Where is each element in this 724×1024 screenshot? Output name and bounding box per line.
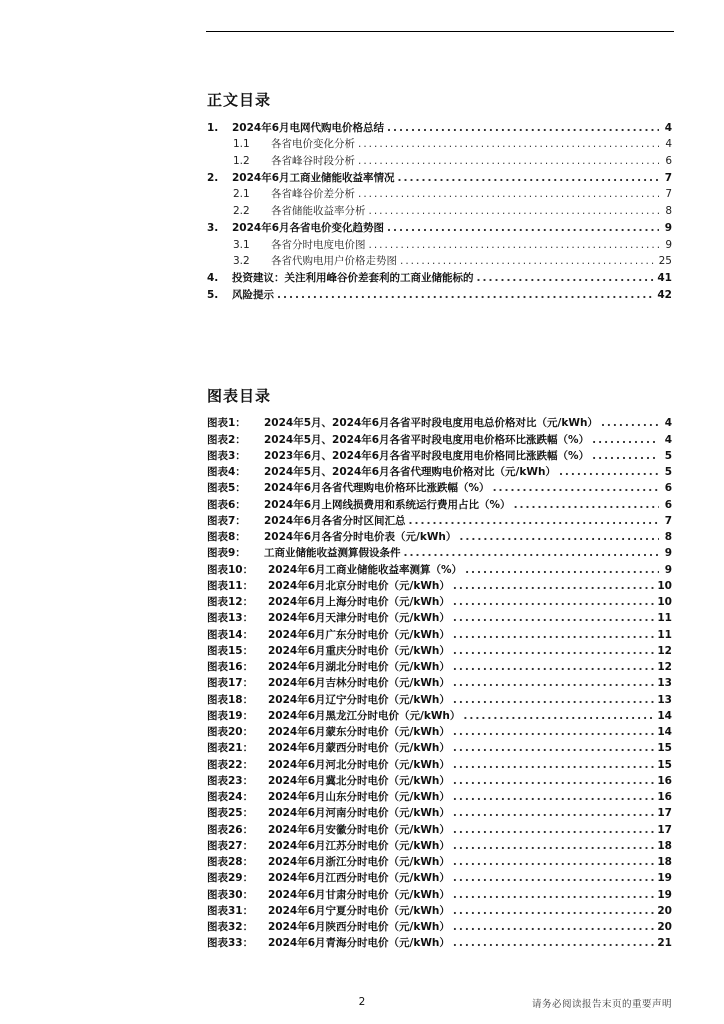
figure-entry[interactable] bbox=[207, 528, 672, 544]
figure-label: 2023年6月、2024年6月各省平时段电度用电价格同比涨跌幅（%） bbox=[264, 449, 590, 462]
dot-leader bbox=[453, 759, 654, 772]
dot-leader bbox=[514, 499, 659, 512]
figure-entry[interactable] bbox=[207, 902, 672, 918]
dot-leader bbox=[453, 840, 654, 853]
figure-label: 2024年5月、2024年6月各省代理购电价格对比（元/kWh） bbox=[264, 466, 556, 478]
figure-entry[interactable] bbox=[207, 430, 672, 446]
figure-number: 图表27： bbox=[207, 839, 254, 852]
figure-list-title: 图表目录 bbox=[207, 387, 272, 405]
dot-leader bbox=[453, 856, 654, 869]
figure-page: 14 bbox=[657, 726, 672, 738]
figure-page: 21 bbox=[657, 937, 672, 950]
figure-label: 2024年6月河北分时电价（元/kWh） bbox=[268, 758, 450, 771]
figure-number: 图表21： bbox=[207, 742, 254, 755]
figure-label: 2024年6月山东分时电价（元/kWh） bbox=[268, 791, 450, 803]
toc-label: 投资建议：关注利用峰谷价差套利的工商业储能标的 bbox=[232, 271, 474, 284]
toc-label: 各省峰谷价差分析 bbox=[271, 188, 355, 201]
figure-entry[interactable] bbox=[207, 707, 672, 723]
figure-page: 19 bbox=[657, 872, 672, 885]
figure-entry[interactable] bbox=[207, 560, 672, 576]
figure-page: 4 bbox=[664, 433, 672, 446]
figure-entry[interactable] bbox=[207, 837, 672, 853]
figure-label: 2024年6月天津分时电价（元/kWh） bbox=[268, 612, 450, 625]
figure-page: 18 bbox=[657, 856, 672, 868]
toc-page: 7 bbox=[665, 188, 672, 201]
toc-label: 各省代购电用户价格走势图 bbox=[271, 255, 397, 268]
dot-leader bbox=[369, 205, 660, 218]
toc-page: 4 bbox=[664, 121, 672, 134]
toc-page: 25 bbox=[658, 255, 672, 268]
dot-leader bbox=[358, 155, 659, 168]
figure-number: 图表12： bbox=[207, 596, 254, 608]
figure-page: 10 bbox=[657, 579, 672, 592]
toc-number: 2. bbox=[207, 171, 219, 184]
figure-number: 图表29： bbox=[207, 872, 254, 885]
figure-label: 2024年6月黑龙江分时电价（元/kWh） bbox=[268, 709, 461, 722]
figure-page: 11 bbox=[657, 612, 672, 625]
figure-entry[interactable] bbox=[207, 593, 672, 609]
toc-page: 9 bbox=[664, 221, 672, 234]
figure-label: 工商业储能收益测算假设条件 bbox=[264, 547, 401, 560]
toc-entry[interactable] bbox=[207, 151, 672, 168]
figure-page: 12 bbox=[657, 644, 672, 657]
figure-label: 2024年6月宁夏分时电价（元/kWh） bbox=[268, 904, 450, 917]
toc-title: 正文目录 bbox=[207, 91, 272, 109]
figure-number: 图表7： bbox=[207, 514, 246, 527]
figure-number: 图表32： bbox=[207, 921, 254, 933]
dot-leader bbox=[559, 466, 659, 479]
toc-number: 1. bbox=[207, 121, 219, 134]
dot-leader bbox=[453, 807, 654, 820]
figure-label: 2024年6月工商业储能收益率测算（%） bbox=[268, 563, 463, 576]
figure-entry[interactable] bbox=[207, 609, 672, 625]
toc-entry[interactable] bbox=[207, 185, 672, 202]
dot-leader bbox=[358, 138, 659, 151]
toc-entry[interactable] bbox=[207, 235, 672, 252]
figure-page: 12 bbox=[657, 661, 672, 673]
toc-page: 42 bbox=[657, 288, 672, 301]
toc-label: 各省储能收益率分析 bbox=[271, 205, 366, 218]
figure-entry[interactable] bbox=[207, 723, 672, 739]
dot-leader bbox=[369, 239, 660, 252]
dot-leader bbox=[453, 742, 654, 755]
dot-leader bbox=[592, 450, 659, 463]
figure-entry[interactable] bbox=[207, 625, 672, 641]
dot-leader bbox=[477, 272, 655, 285]
toc-page: 8 bbox=[665, 205, 672, 218]
dot-leader bbox=[277, 289, 654, 302]
dot-leader bbox=[453, 629, 654, 642]
figure-number: 图表16： bbox=[207, 661, 254, 673]
toc-page: 41 bbox=[657, 271, 672, 284]
figure-number: 图表24： bbox=[207, 791, 254, 803]
figure-number: 图表33： bbox=[207, 937, 254, 950]
figure-entry[interactable] bbox=[207, 788, 672, 804]
figure-page: 5 bbox=[664, 449, 672, 462]
toc-label: 2024年6月工商业储能收益率情况 bbox=[232, 171, 395, 184]
toc-entry[interactable] bbox=[207, 252, 672, 269]
dot-leader bbox=[453, 937, 654, 950]
figure-number: 图表9： bbox=[207, 547, 246, 560]
dot-leader bbox=[409, 515, 659, 528]
figure-page: 9 bbox=[664, 563, 672, 576]
figure-number: 图表10： bbox=[207, 563, 254, 576]
toc-page: 6 bbox=[665, 155, 672, 168]
figure-entry[interactable] bbox=[207, 512, 672, 528]
figure-number: 图表1： bbox=[207, 417, 246, 430]
dot-leader bbox=[453, 921, 654, 934]
figure-page: 8 bbox=[664, 531, 672, 543]
figure-label: 2024年6月辽宁分时电价（元/kWh） bbox=[268, 693, 450, 706]
toc-number: 3. bbox=[207, 221, 219, 234]
dot-leader bbox=[453, 905, 654, 918]
dot-leader bbox=[453, 677, 654, 690]
figure-number: 图表25： bbox=[207, 807, 254, 820]
toc-page: 9 bbox=[665, 238, 672, 251]
figure-label: 2024年6月江西分时电价（元/kWh） bbox=[268, 872, 450, 885]
toc-number: 3.1 bbox=[233, 238, 250, 251]
figure-page: 17 bbox=[657, 823, 672, 836]
figure-entry[interactable] bbox=[207, 869, 672, 885]
figure-entry[interactable] bbox=[207, 804, 672, 820]
figure-number: 图表20： bbox=[207, 726, 254, 738]
dot-leader bbox=[453, 596, 654, 609]
dot-leader bbox=[453, 612, 654, 625]
figure-label: 2024年6月陕西分时电价（元/kWh） bbox=[268, 921, 450, 933]
figure-label: 2024年6月上海分时电价（元/kWh） bbox=[268, 596, 450, 608]
dot-leader bbox=[387, 222, 659, 235]
figure-entry[interactable] bbox=[207, 690, 672, 706]
toc-entry[interactable] bbox=[207, 268, 672, 285]
dot-leader bbox=[453, 824, 654, 837]
figure-page: 4 bbox=[664, 417, 672, 430]
disclaimer-note: 请务必阅读报告末页的重要声明 bbox=[531, 999, 672, 1010]
figure-page: 15 bbox=[657, 742, 672, 755]
figure-label: 2024年6月湖北分时电价（元/kWh） bbox=[268, 661, 450, 673]
figure-number: 图表15： bbox=[207, 644, 254, 657]
figure-label: 2024年5月、2024年6月各省平时段电度用电价格环比涨跌幅（%） bbox=[264, 433, 590, 446]
figure-number: 图表11： bbox=[207, 579, 254, 592]
figure-label: 2024年6月吉林分时电价（元/kWh） bbox=[268, 677, 450, 690]
dot-leader bbox=[453, 889, 654, 902]
toc-page: 7 bbox=[664, 171, 672, 184]
figure-label: 2024年6月浙江分时电价（元/kWh） bbox=[268, 856, 450, 868]
dot-leader bbox=[358, 188, 659, 201]
figure-page: 6 bbox=[664, 482, 672, 495]
dot-leader bbox=[453, 694, 654, 707]
toc-number: 2.2 bbox=[233, 205, 250, 218]
figure-entry[interactable] bbox=[207, 772, 672, 788]
figure-label: 2024年6月蒙东分时电价（元/kWh） bbox=[268, 726, 450, 738]
dot-leader bbox=[400, 255, 656, 268]
dot-leader bbox=[592, 434, 659, 447]
figure-label: 2024年6月北京分时电价（元/kWh） bbox=[268, 579, 450, 592]
figure-entry[interactable] bbox=[207, 755, 672, 771]
figure-entry[interactable] bbox=[207, 642, 672, 658]
toc-label: 各省峰谷时段分析 bbox=[271, 155, 355, 168]
figure-number: 图表19： bbox=[207, 709, 254, 722]
figure-label: 2024年6月青海分时电价（元/kWh） bbox=[268, 937, 450, 950]
figure-label: 2024年6月甘肃分时电价（元/kWh） bbox=[268, 888, 450, 901]
table-of-contents bbox=[207, 118, 672, 302]
figure-label: 2024年6月安徽分时电价（元/kWh） bbox=[268, 823, 450, 836]
figure-number: 图表8： bbox=[207, 531, 246, 543]
figure-entry[interactable] bbox=[207, 479, 672, 495]
dot-leader bbox=[453, 580, 654, 593]
figure-entry[interactable] bbox=[207, 820, 672, 836]
figure-page: 15 bbox=[657, 758, 672, 771]
figure-label: 2024年6月河南分时电价（元/kWh） bbox=[268, 807, 450, 820]
figure-label: 2024年6月江苏分时电价（元/kWh） bbox=[268, 839, 450, 852]
figure-number: 图表31： bbox=[207, 904, 254, 917]
toc-number: 2.1 bbox=[233, 188, 250, 201]
figure-number: 图表2： bbox=[207, 433, 246, 446]
dot-leader bbox=[459, 531, 659, 544]
figure-number: 图表14： bbox=[207, 628, 254, 641]
figure-entry[interactable] bbox=[207, 739, 672, 755]
toc-label: 各省电价变化分析 bbox=[271, 138, 355, 151]
figure-number: 图表30： bbox=[207, 888, 254, 901]
figure-number: 图表28： bbox=[207, 856, 254, 868]
figure-entry[interactable] bbox=[207, 674, 672, 690]
figure-entry[interactable] bbox=[207, 934, 672, 950]
toc-number: 1.1 bbox=[233, 138, 250, 151]
figure-label: 2024年6月蒙西分时电价（元/kWh） bbox=[268, 742, 450, 755]
figure-entry[interactable] bbox=[207, 544, 672, 560]
figure-page: 10 bbox=[657, 596, 672, 608]
dot-leader bbox=[453, 726, 654, 739]
toc-label: 各省分时电度电价图 bbox=[271, 238, 366, 251]
toc-entry[interactable] bbox=[207, 218, 672, 235]
figure-label: 2024年6月各省代理购电价格环比涨跌幅（%） bbox=[264, 482, 490, 495]
toc-entry[interactable] bbox=[207, 285, 672, 302]
figure-number: 图表5： bbox=[207, 482, 246, 495]
figure-number: 图表17： bbox=[207, 677, 254, 690]
dot-leader bbox=[493, 482, 659, 495]
figure-page: 18 bbox=[657, 839, 672, 852]
dot-leader bbox=[465, 564, 659, 577]
dot-leader bbox=[453, 872, 654, 885]
dot-leader bbox=[453, 645, 654, 658]
figure-label: 2024年6月广东分时电价（元/kWh） bbox=[268, 628, 450, 641]
figure-page: 13 bbox=[657, 693, 672, 706]
dot-leader bbox=[387, 122, 659, 135]
figure-label: 2024年6月重庆分时电价（元/kWh） bbox=[268, 644, 450, 657]
figure-entry[interactable] bbox=[207, 414, 672, 430]
figure-entry[interactable] bbox=[207, 918, 672, 934]
dot-leader bbox=[453, 661, 654, 674]
figure-page: 14 bbox=[657, 709, 672, 722]
figure-page: 9 bbox=[664, 547, 672, 560]
figure-page: 11 bbox=[657, 628, 672, 641]
figure-number: 图表6： bbox=[207, 498, 246, 511]
figure-number: 图表23： bbox=[207, 774, 254, 787]
figure-number: 图表18： bbox=[207, 693, 254, 706]
dot-leader bbox=[453, 775, 654, 788]
toc-entry[interactable] bbox=[207, 118, 672, 135]
dot-leader bbox=[601, 417, 659, 430]
figure-number: 图表3： bbox=[207, 449, 246, 462]
figure-label: 2024年5月、2024年6月各省平时段电度用电总价格对比（元/kWh） bbox=[264, 417, 598, 430]
dot-leader bbox=[463, 710, 654, 723]
figure-label: 2024年6月上网线损费用和系统运行费用占比（%） bbox=[264, 498, 511, 511]
figure-number: 图表4： bbox=[207, 466, 246, 478]
figure-page: 5 bbox=[664, 466, 672, 478]
toc-label: 风险提示 bbox=[232, 288, 274, 301]
figure-number: 图表22： bbox=[207, 758, 254, 771]
figure-page: 6 bbox=[664, 498, 672, 511]
toc-number: 5. bbox=[207, 288, 219, 301]
dot-leader bbox=[453, 791, 654, 804]
figure-entry[interactable] bbox=[207, 658, 672, 674]
figure-page: 17 bbox=[657, 807, 672, 820]
figure-entry[interactable] bbox=[207, 495, 672, 511]
toc-entry[interactable] bbox=[207, 201, 672, 218]
figure-entry[interactable] bbox=[207, 463, 672, 479]
page-number: 2 bbox=[358, 996, 366, 1008]
toc-page: 4 bbox=[665, 138, 672, 151]
figure-page: 19 bbox=[657, 888, 672, 901]
figure-list bbox=[207, 414, 672, 950]
dot-leader bbox=[404, 547, 660, 560]
figure-entry[interactable] bbox=[207, 885, 672, 901]
figure-entry[interactable] bbox=[207, 447, 672, 463]
figure-page: 20 bbox=[657, 921, 672, 933]
figure-page: 13 bbox=[657, 677, 672, 690]
figure-number: 图表26： bbox=[207, 823, 254, 836]
toc-number: 1.2 bbox=[233, 155, 250, 168]
toc-number: 3.2 bbox=[233, 255, 250, 268]
figure-label: 2024年6月各省分时区间汇总 bbox=[264, 514, 406, 527]
figure-entry[interactable] bbox=[207, 853, 672, 869]
figure-entry[interactable] bbox=[207, 577, 672, 593]
header-rule bbox=[206, 31, 674, 32]
toc-entry[interactable] bbox=[207, 168, 672, 185]
figure-label: 2024年6月各省分时电价表（元/kWh） bbox=[264, 531, 457, 543]
figure-page: 20 bbox=[657, 904, 672, 917]
toc-entry[interactable] bbox=[207, 135, 672, 152]
figure-label: 2024年6月冀北分时电价（元/kWh） bbox=[268, 774, 450, 787]
figure-page: 7 bbox=[664, 514, 672, 527]
dot-leader bbox=[398, 172, 659, 185]
figure-page: 16 bbox=[657, 791, 672, 803]
toc-label: 2024年6月电网代购电价格总结 bbox=[232, 121, 385, 134]
toc-label: 2024年6月各省电价变化趋势图 bbox=[232, 221, 385, 234]
figure-page: 16 bbox=[657, 774, 672, 787]
toc-number: 4. bbox=[207, 271, 219, 284]
figure-number: 图表13： bbox=[207, 612, 254, 625]
